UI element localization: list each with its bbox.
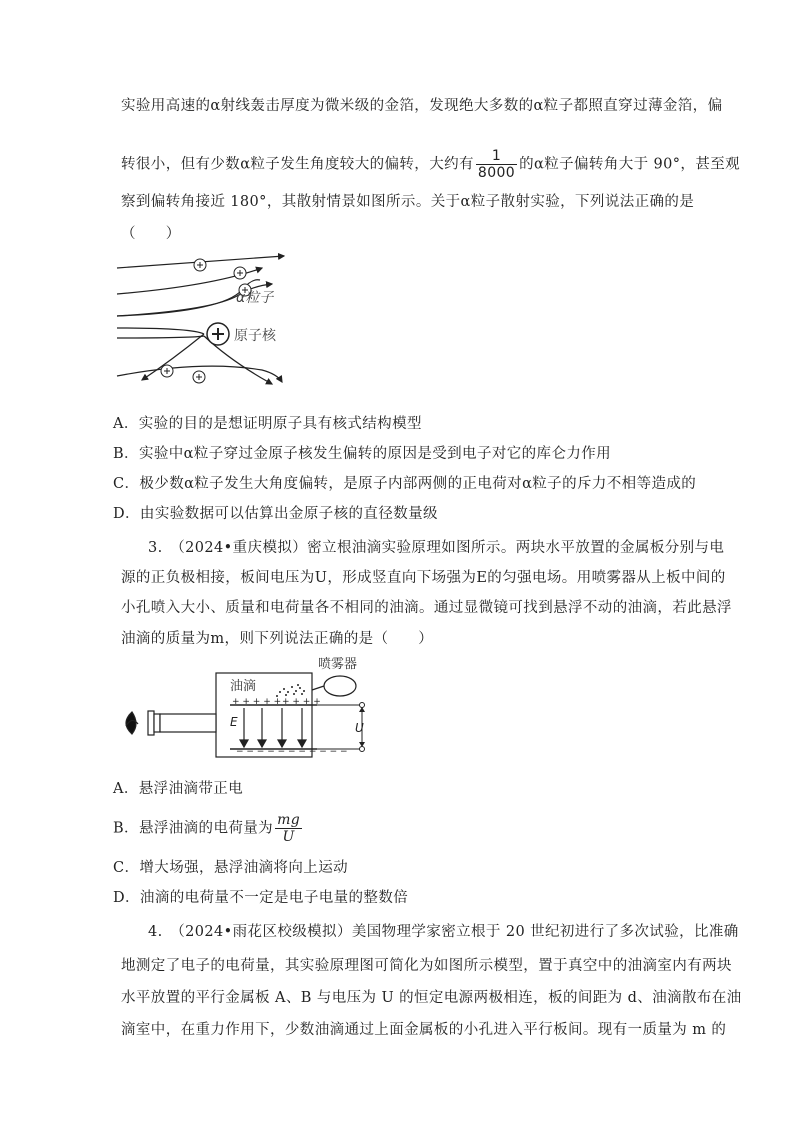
trajectory-5 [117,336,204,338]
svg-text:− − − − − − − − − − −: − − − − − − − − − − − [236,747,348,757]
alpha-scattering-diagram [112,250,312,395]
svg-text:+ + + + +: + + + + + [232,697,282,707]
q3-option-c: C．增大场强，悬浮油滴将向上运动 [113,860,348,876]
q3-option-b [113,812,304,845]
q3-line-1: 3. （2024•重庆模拟）密立根油滴实验原理如图所示。两块水平放置的金属板分别与电 [148,540,725,556]
q3-line-2: 源的正负极相接，板间电压为U，形成竖直向下场强为E的匀强电场。用喷雾器从上板中间的 [121,570,726,586]
q3-option-d: D．油滴的电荷量不一定是电子电量的整数倍 [113,890,409,906]
label-nucleus: 原子核 [234,328,276,344]
trajectory-4 [117,328,204,334]
millikan-apparatus-diagram [112,656,382,766]
q2-answer-paren: （ ） [121,226,181,242]
q2-option-d: D．由实验数据可以估算出金原子核的直径数量级 [113,506,438,522]
q2-line-1: 实验用高速的α射线轰击厚度为微米级的金箔，发现绝大多数的α粒子都照直穿过薄金箔，偏 [121,98,723,114]
q4-line-2: 地测定了电子的电荷量，其实验原理图可简化为如图所示模型，置于真空中的油滴室内有两块 [121,958,732,974]
q3-option-a: A．悬浮油滴带正电 [113,781,244,797]
q2-option-c: C．极少数α粒子发生大角度偏转，是原子内部两侧的正电荷对α粒子的斥力不相等造成的 [113,476,697,492]
q2-line-2-post: 的α粒子偏转角大于 90°，甚至观 [519,156,741,173]
fraction-numerator: mg [277,812,301,828]
label-sprayer: 喷雾器 [318,657,358,672]
fraction-1-8000 [476,148,517,181]
label-field-e: E [230,715,238,729]
svg-text:+ + + +: + + + + [282,697,321,707]
q2-line-2 [121,148,741,181]
fraction-denominator: U [282,829,295,845]
label-voltage-u: U [355,721,364,735]
q2-line-3: 察到偏转角接近 180°，其散射情景如图所示。关于α粒子散射实验，下列说法正确的是 [121,194,695,210]
q3-line-4: 油滴的质量为m，则下列说法正确的是（ ） [121,631,434,647]
fraction-mg-over-u [275,812,302,845]
label-oil-drop: 油滴 [230,679,257,694]
label-alpha-particle: α粒子 [236,290,274,306]
microscope-icon [126,711,216,735]
q2-line-2-pre: 转很小，但有少数α粒子发生角度较大的偏转，大约有 [121,156,474,173]
q4-line-3: 水平放置的平行金属板 A、B 与电压为 U 的恒定电源两极相连，板的间距为 d、油滴散布在油 [121,990,742,1006]
q3-option-b-text: B．悬浮油滴的电荷量为 [113,820,274,837]
q2-option-b: B．实验中α粒子穿过金原子核发生偏转的原因是受到电子对它的库仑力作用 [113,446,612,462]
fraction-numerator: 1 [476,148,517,165]
q3-line-3: 小孔喷入大小、质量和电荷量各不相同的油滴。通过显微镜可找到悬浮不动的油滴，若此悬浮 [121,600,732,616]
fraction-denominator: 8000 [477,165,516,181]
q4-line-4: 滴室中，在重力作用下，少数油滴通过上面金属板的小孔进入平行板间。现有一质量为 m 的 [121,1022,727,1038]
q2-option-a: A．实验的目的是想证明原子具有核式结构模型 [113,416,422,432]
q4-line-1: 4. （2024•雨花区校级模拟）美国物理学家密立根于 20 世纪初进行了多次试验，比准确 [148,924,739,940]
